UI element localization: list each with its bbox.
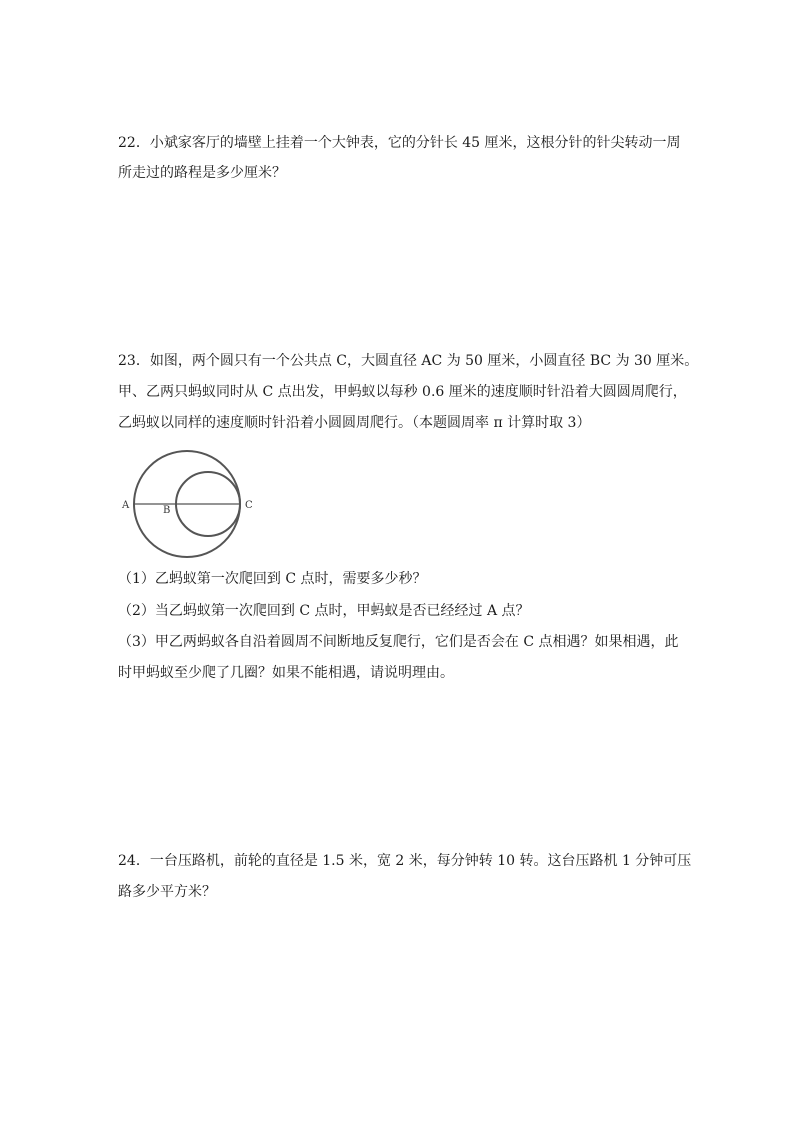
q22-text-line-1: 22．小斌家客厅的墙壁上挂着一个大钟表，它的分针长 45 厘米，这根分针的针尖转动一周 [118,135,681,151]
q24-text-line-1: 24．一台压路机，前轮的直径是 1.5 米，宽 2 米，每分钟转 10 转。这台压路机 1 分钟可压 [118,853,692,869]
two-circles-diagram [116,446,266,562]
q22-text-line-2: 所走过的路程是多少厘米？ [118,165,286,181]
q23-sub-question-3-line-2: 时甲蚂蚁至少爬了几圈？如果不能相遇，请说明理由。 [118,665,454,681]
q23-sub-question-1: （1）乙蚂蚁第一次爬回到 C 点时，需要多少秒？ [118,571,427,587]
q23-sub-question-2: （2）当乙蚂蚁第一次爬回到 C 点时，甲蚂蚁是否已经经过 A 点？ [118,603,530,619]
q23-text-line-3: 乙蚂蚁以同样的速度顺时针沿着小圆圆周爬行。（本题圆周率 π 计算时取 3） [118,415,591,431]
q23-text-line-1: 23．如图，两个圆只有一个公共点 C，大圆直径 AC 为 50 厘米，小圆直径 BC 为 30 厘米。 [118,353,699,369]
point-label-a: A [122,500,130,511]
point-label-c: C [245,500,253,511]
point-label-b: B [163,505,171,516]
q23-text-line-2: 甲、乙两只蚂蚁同时从 C 点出发，甲蚂蚁以每秒 0.6 厘米的速度顺时针沿着大圆圆周爬行， [118,384,687,400]
two-circles-figure [116,446,266,562]
q24-text-line-2: 路多少平方米？ [118,884,216,900]
q23-sub-question-3-line-1: （3）甲乙两蚂蚁各自沿着圆周不间断地反复爬行，它们是否会在 C 点相遇？如果相遇，此 [118,634,679,650]
